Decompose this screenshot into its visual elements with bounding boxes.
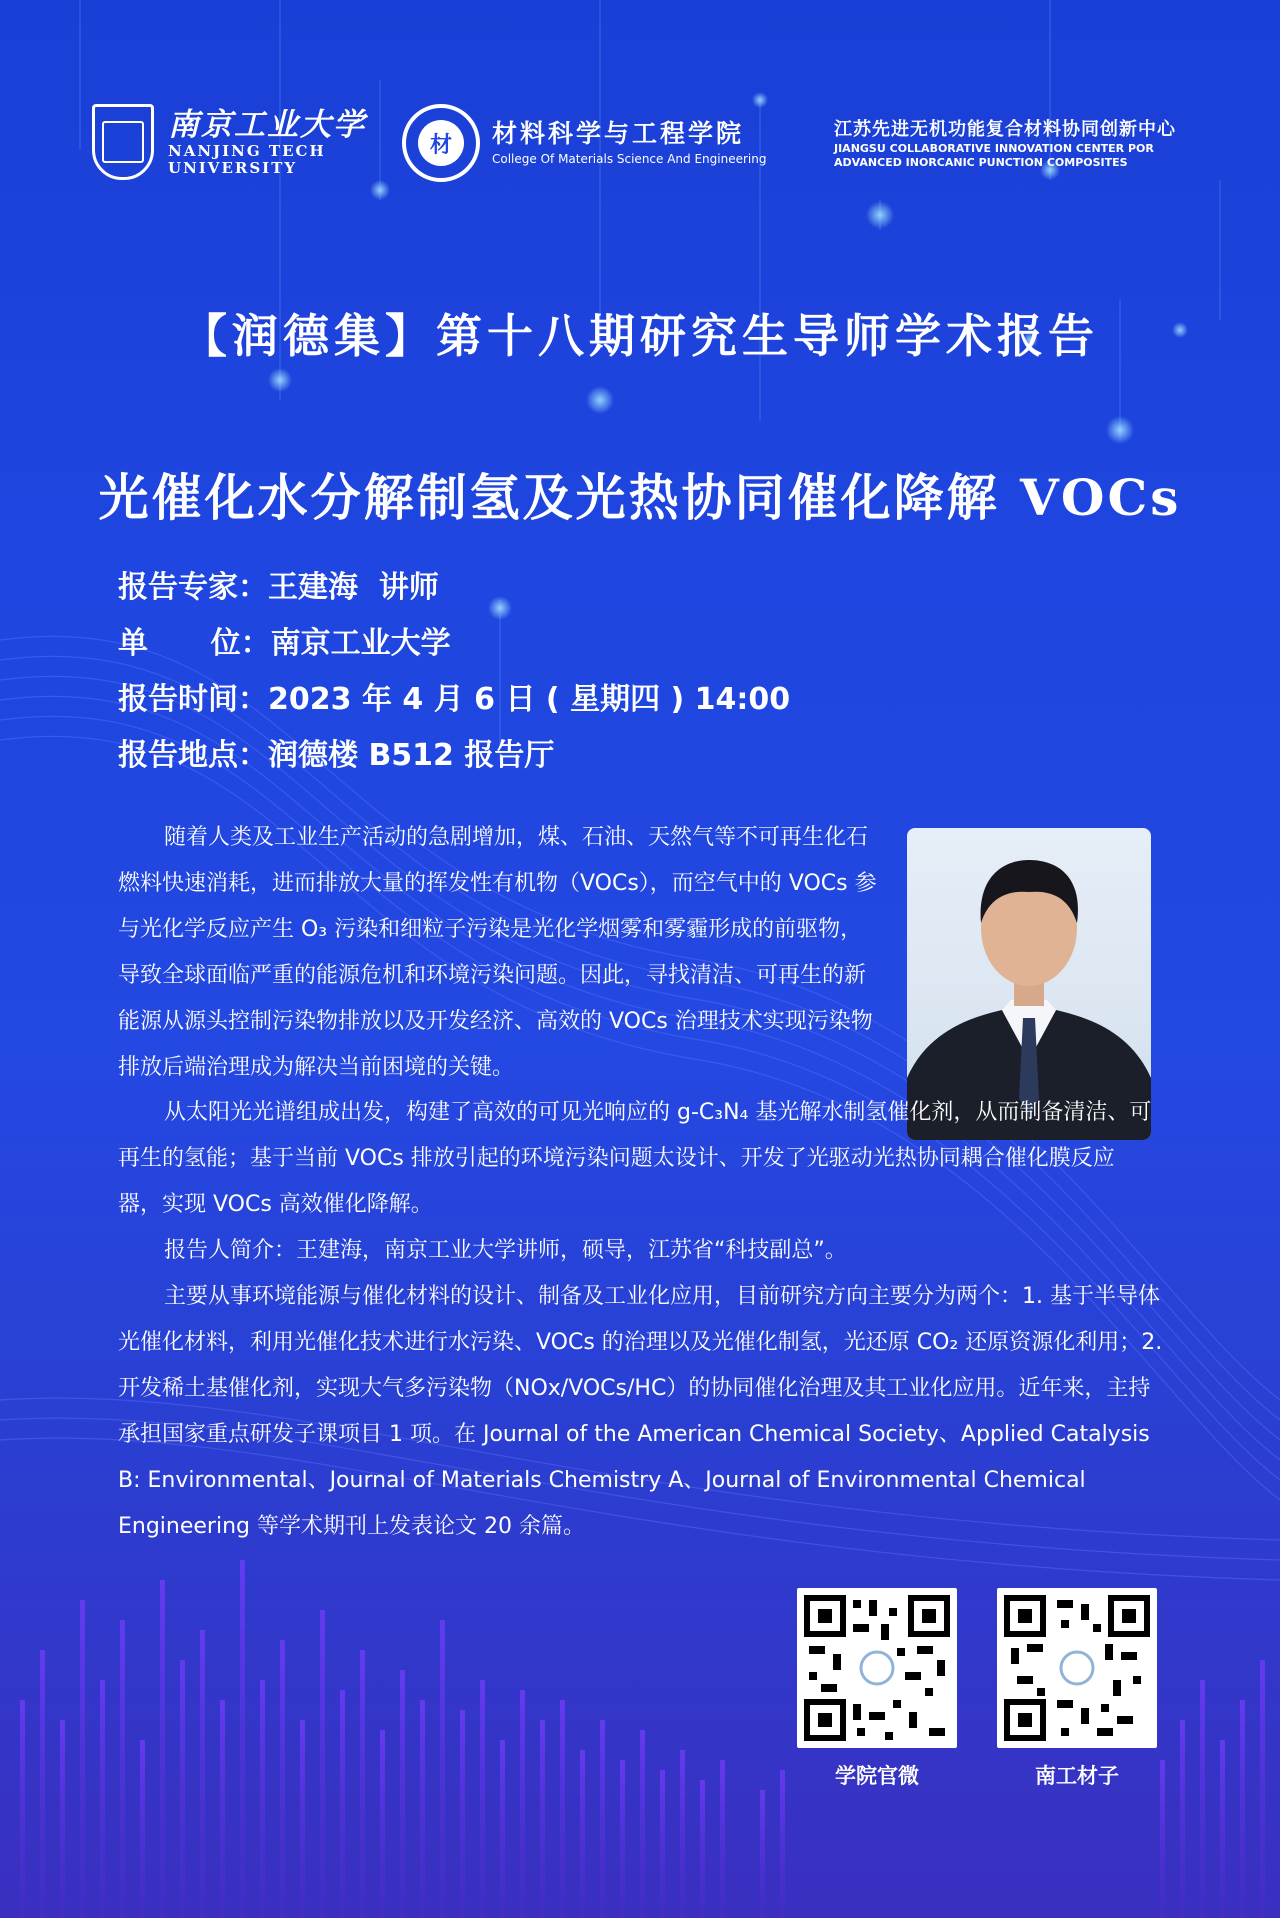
place-row (118, 728, 790, 784)
qr-code-nangong-caizi[interactable] (997, 1588, 1157, 1748)
qr-label-nangong-caizi: 南工材子 (1035, 1764, 1119, 1788)
center-name-en: JIANGSU COLLABORATIVE INNOVATION CENTER POR ADVANCED INORCANIC PUNCTION COMPOSITES (834, 142, 1154, 169)
time-row (118, 672, 790, 728)
unit-label: 单 位： (118, 626, 271, 661)
time-label: 报告时间： (118, 682, 268, 717)
innovation-center-logo (834, 118, 1214, 170)
bio-text-1: 报告人简介：王建海，南京工业大学讲师，硕导，江苏省“科技副总”。 (164, 1238, 847, 1263)
bio-text-2: 主要从事环境能源与催化材料的设计、制备及工业化应用，目前研究方向主要分为两个：1. 基于半导体光催化材料，利用光催化技术进行水污染、VOCs 的治理以及光催化制氢，光还原 CO₂ 还原资源化利用；2. 开发稀土基催化剂，实现大气多污染物（NOx/VOCs/HC）的协同催化治理及其工业化应用。近年来，主持承担国家重点研发子课项目 1 项。在 Journal of the American Chemical Society、Applied Catalysis B: Environmental、Journal of Materials Chemistry A、Journal of Environmental Chemical Engineering 等学术期刊上发表论文 20 余篇。 (118, 1284, 1163, 1539)
abstract-text-2: 从太阳光光谱组成出发，构建了高效的可见光响应的 g-C₃N₄ 基光解水制氢催化剂，从而制备清洁、可再生的氢能；基于当前 VOCs 排放引起的环境污染问题太设计、开发了光驱动光热协同耦合催化膜反应器，实现 VOCs 高效催化降解。 (118, 1100, 1152, 1217)
university-name-cn: 南京工业大学 (168, 107, 366, 143)
abstract-paragraph-2 (118, 1090, 1168, 1228)
college-name-cn: 材料科学与工程学院 (492, 119, 745, 148)
time-value: 2023 年 4 月 6 日 ( 星期四 ) 14:00 (268, 682, 791, 717)
place-value: 润德楼 B512 报告厅 (268, 738, 555, 773)
university-emblem-icon (92, 104, 154, 180)
qr-label-college-wechat: 学院官微 (835, 1764, 919, 1788)
bio-paragraph-2 (118, 1274, 1168, 1550)
speaker-value: 王建海 讲师 (268, 570, 439, 605)
college-seal-icon: 材 (402, 104, 480, 182)
unit-row (118, 616, 790, 672)
qr-code-college-wechat[interactable] (797, 1588, 957, 1748)
abstract-text-1: 随着人类及工业生产活动的急剧增加，煤、石油、天然气等不可再生化石燃料快速消耗，进而排放大量的挥发性有机物（VOCs），而空气中的 VOCs 参与光化学反应产生 O₃ 污染和细粒子污染是光化学烟雾和雾霾形成的前驱物，导致全球面临严重的能源危机和环境污染问题。因此，寻找清洁、可再生的新能源从源头控制污染物排放以及开发经济、高效的 VOCs 治理技术实现污染物排放后端治理成为解决当前困境的关键。 (118, 825, 877, 1080)
abstract-paragraph-1 (118, 815, 878, 1091)
bio-paragraph-1 (118, 1228, 1168, 1274)
speaker-label: 报告专家： (118, 570, 268, 605)
speaker-row (118, 560, 790, 616)
college-logo (402, 104, 766, 182)
university-name-en-line2: UNIVERSITY (168, 159, 298, 177)
place-label: 报告地点： (118, 738, 268, 773)
university-name-en-line1: NANJING TECH (168, 142, 326, 160)
center-name-cn: 江苏先进无机功能复合材料协同创新中心 (834, 119, 1176, 140)
talk-info (118, 560, 790, 784)
talk-title: 光催化水分解制氢及光热协同催化降解 VOCs (98, 468, 1182, 527)
series-title: 【润德集】第十八期研究生导师学术报告 (181, 309, 1099, 363)
unit-value: 南京工业大学 (270, 626, 451, 661)
university-logo (92, 104, 366, 180)
college-name-en: College Of Materials Science And Engineering (492, 152, 767, 166)
